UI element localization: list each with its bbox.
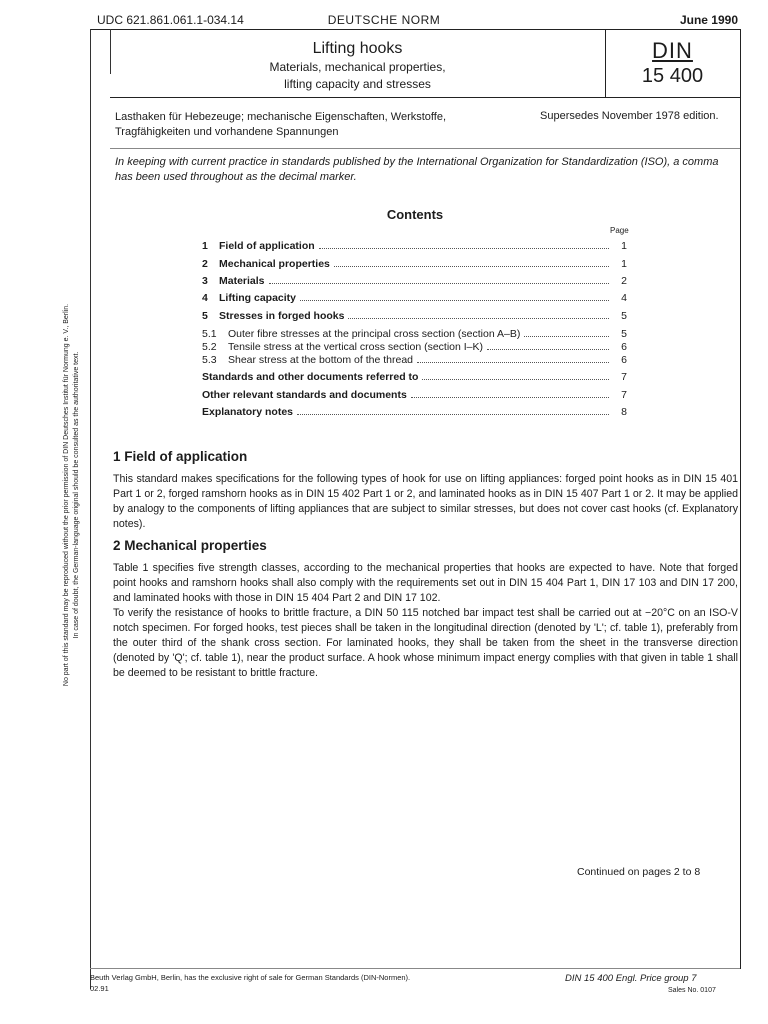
sales-number: Sales No. 0107 — [668, 987, 716, 994]
din-price-group: DIN 15 400 Engl. Price group 7 — [565, 973, 697, 984]
toc-page-number: 1 — [621, 258, 627, 270]
document-title: Lifting hooks — [312, 40, 403, 57]
toc-entry — [202, 275, 627, 290]
toc-page-number: 4 — [621, 292, 627, 304]
iso-note: In keeping with current practice in standards published by the International Organization for Standardization (ISO), a comma has been used throughout as the decimal marker. — [115, 156, 719, 183]
din-label: DIN — [652, 38, 693, 63]
issue-date: June 1990 — [679, 13, 738, 27]
print-code: 02.91 — [90, 984, 109, 993]
toc-label: Stresses in forged hooks — [219, 310, 345, 322]
toc-label: Field of application — [219, 240, 315, 252]
german-title-line-1: Lasthaken für Hebezeuge; mechanische Eigenschaften, Werkstoffe, — [115, 111, 447, 123]
toc-label: Outer fibre stresses at the principal cross section (section A–B) — [228, 328, 521, 340]
toc-label: Lifting capacity — [219, 292, 297, 304]
toc-label: Explanatory notes — [202, 406, 294, 418]
toc-label: Materials — [219, 275, 265, 287]
din-number: 15 400 — [641, 65, 704, 87]
section-2-paragraph-2: To verify the resistance of hooks to brittle fracture, a DIN 50 115 notched bar impact test shall be carried out at −20°C on an ISO-V notch specimen. For forged hooks, test pieces shall be taken in the longitudinal direction (denoted by 'L'; cf. table 1), preferably from the outer third of the shank cross section. For laminated hooks, they shall be taken from the sheet in the transverse direction (denoted by 'Q'; cf. table 1), near the product surface. A hook whose minimum impact energy complies with that given in table 1 shall be deemed to be resistant to brittle fracture. — [113, 607, 738, 679]
toc-leader-dots — [411, 397, 609, 398]
toc-entry — [202, 371, 627, 386]
contents-page-label: Page — [610, 226, 629, 235]
toc-number: 5.1 — [202, 328, 217, 340]
toc-label: Other relevant standards and documents — [202, 389, 407, 401]
toc-entry — [202, 240, 627, 255]
right-border — [740, 29, 741, 969]
copyright-line-1: No part of this standard may be reproduced without the prior permission of DIN Deutsches Institut für Normung e. V., Berlin. — [63, 303, 70, 687]
supersedes-note: Supersedes November 1978 edition. — [540, 110, 719, 122]
divider — [110, 148, 740, 149]
toc-page-number: 7 — [621, 371, 627, 383]
toc-page-number: 7 — [621, 389, 627, 401]
german-title — [115, 110, 495, 140]
toc-leader-dots — [269, 283, 609, 284]
toc-page-number: 8 — [621, 406, 627, 418]
toc-page-number: 6 — [621, 354, 627, 366]
german-title-line-2: Tragfähigkeiten und vorhandene Spannungen — [115, 126, 339, 138]
toc-leader-dots — [524, 336, 609, 337]
title-box — [110, 29, 606, 98]
toc-page-number: 6 — [621, 341, 627, 353]
footer-rule — [90, 968, 740, 969]
udc-number: UDC 621.861.061.1-034.14 — [97, 13, 244, 27]
toc-leader-dots — [422, 379, 609, 380]
norm-label: DEUTSCHE NORM — [327, 13, 441, 27]
continued-note: Continued on pages 2 to 8 — [577, 866, 701, 878]
document-subtitle-2: lifting capacity and stresses — [284, 77, 431, 91]
document-subtitle-1: Materials, mechanical properties, — [269, 60, 446, 74]
toc-leader-dots — [300, 300, 609, 301]
toc-page-number: 5 — [621, 328, 627, 340]
section-2-heading: 2 Mechanical properties — [113, 538, 267, 553]
toc-label: Standards and other documents referred to — [202, 371, 419, 383]
section-1-heading: 1 Field of application — [113, 449, 248, 464]
toc-number: 3 — [202, 275, 208, 287]
toc-leader-dots — [348, 318, 609, 319]
toc-label: Tensile stress at the vertical cross section (section I–K) — [228, 341, 484, 353]
toc-number: 4 — [202, 292, 208, 304]
toc-entry — [202, 292, 627, 307]
toc-entry — [202, 406, 627, 421]
toc-leader-dots — [319, 248, 609, 249]
section-2-text — [113, 561, 738, 681]
section-1-paragraph: This standard makes specifications for the following types of hook for use on lifting appliances: forged point hooks as in DIN 15 401 Part 1 or 2, forged ramshorn hooks as in DIN 15 402 Part 1 or 2, and laminated hooks as in DIN 15 407 Part 1 or 2. It may be applied by analogy to the components of lifting appliances that are subject to similar stresses, but does not cover cast hooks (cf. Explanatory notes). — [113, 473, 738, 530]
toc-entry — [202, 389, 627, 404]
toc-entry — [202, 310, 627, 325]
toc-leader-dots — [334, 266, 609, 267]
toc-page-number: 2 — [621, 275, 627, 287]
din-box — [605, 29, 741, 98]
section-2-paragraph-1: Table 1 specifies five strength classes, according to the mechanical properties that hooks are expected to have. Note that forged point hooks and ramshorn hooks shall also comply with the requirements set out in DIN 15 404 Part 1, DIN 17 103 and DIN 17 200, and laminated hooks with those in DIN 15 404 Part 2 and DIN 17 102. — [113, 562, 738, 604]
copyright-side-note — [62, 270, 102, 720]
section-1-text — [113, 472, 738, 532]
copyright-line-2: In case of doubt, the German-language original should be consulted as the authoritative text. — [73, 351, 80, 639]
toc-number: 5.2 — [202, 341, 217, 353]
toc-number: 1 — [202, 240, 208, 252]
toc-leader-dots — [417, 362, 609, 363]
toc-number: 5 — [202, 310, 208, 322]
toc-entry — [202, 354, 627, 369]
toc-leader-dots — [297, 414, 609, 415]
publisher-note: Beuth Verlag GmbH, Berlin, has the exclusive right of sale for German Standards (DIN-Normen). — [90, 973, 411, 982]
toc-page-number: 5 — [621, 310, 627, 322]
contents-heading: Contents — [386, 207, 444, 222]
toc-leader-dots — [487, 349, 609, 350]
toc-entry — [202, 258, 627, 273]
toc-label: Shear stress at the bottom of the thread — [228, 354, 414, 366]
toc-number: 5.3 — [202, 354, 217, 366]
toc-label: Mechanical properties — [219, 258, 330, 270]
toc-page-number: 1 — [621, 240, 627, 252]
toc-number: 2 — [202, 258, 208, 270]
